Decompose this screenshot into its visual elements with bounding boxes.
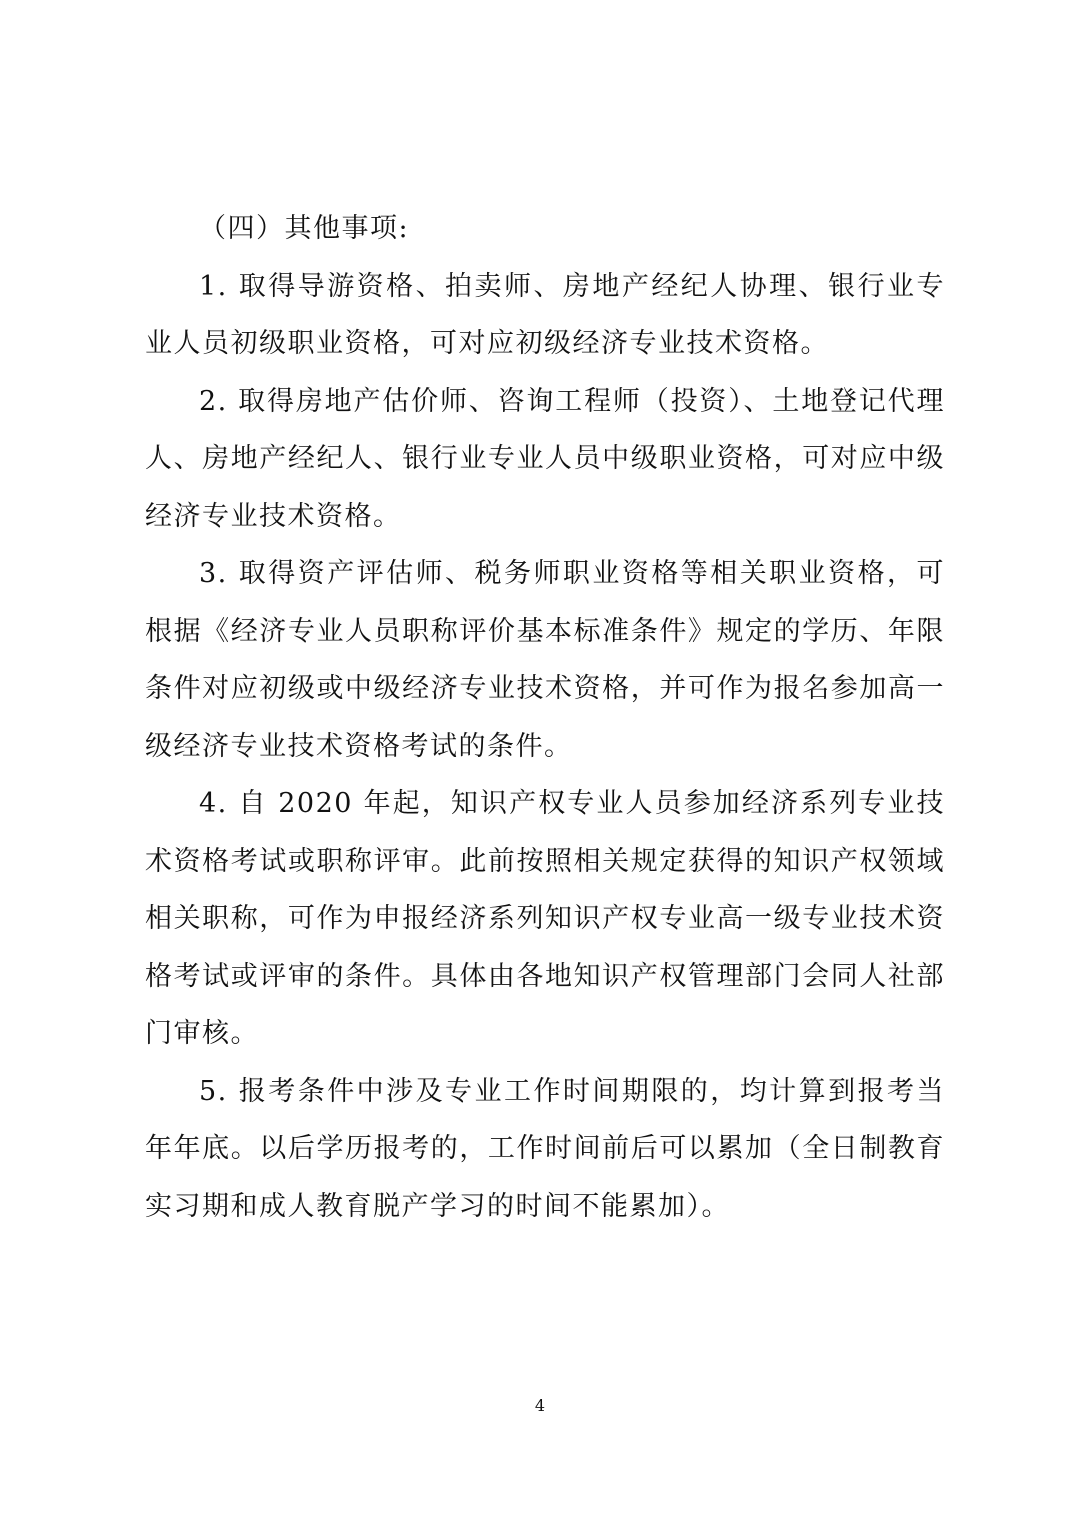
paragraph-item-4: 4. 自 2020 年起，知识产权专业人员参加经济系列专业技术资格考试或职称评审。此前按照相关规定获得的知识产权领域相关职称，可作为申报经济系列知识产权专业高一级专业技术资格考试或评审的条件。具体由各地知识产权管理部门会同人社部门审核。 [145, 788, 945, 1049]
paragraph-item-5: 5. 报考条件中涉及专业工作时间期限的，均计算到报考当年年底。以后学历报考的，工作时间前后可以累加（全日制教育实习期和成人教育脱产学习的时间不能累加）。 [145, 1075, 945, 1222]
page-number: 4 [534, 1396, 546, 1415]
section-heading: （四）其他事项: [199, 213, 410, 244]
paragraph-item-2: 2. 取得房地产估价师、咨询工程师（投资）、土地登记代理人、房地产经纪人、银行业专业人员中级职业资格，可对应中级经济专业技术资格。 [145, 385, 945, 532]
document-body [145, 200, 945, 1235]
paragraph-item-1: 1. 取得导游资格、拍卖师、房地产经纪人协理、银行业专业人员初级职业资格，可对应初级经济专业技术资格。 [145, 270, 945, 359]
paragraph-item-3: 3. 取得资产评估师、税务师职业资格等相关职业资格，可根据《经济专业人员职称评价基本标准条件》规定的学历、年限条件对应初级或中级经济专业技术资格，并可作为报名参加高一级经济专业技术资格考试的条件。 [145, 558, 945, 762]
